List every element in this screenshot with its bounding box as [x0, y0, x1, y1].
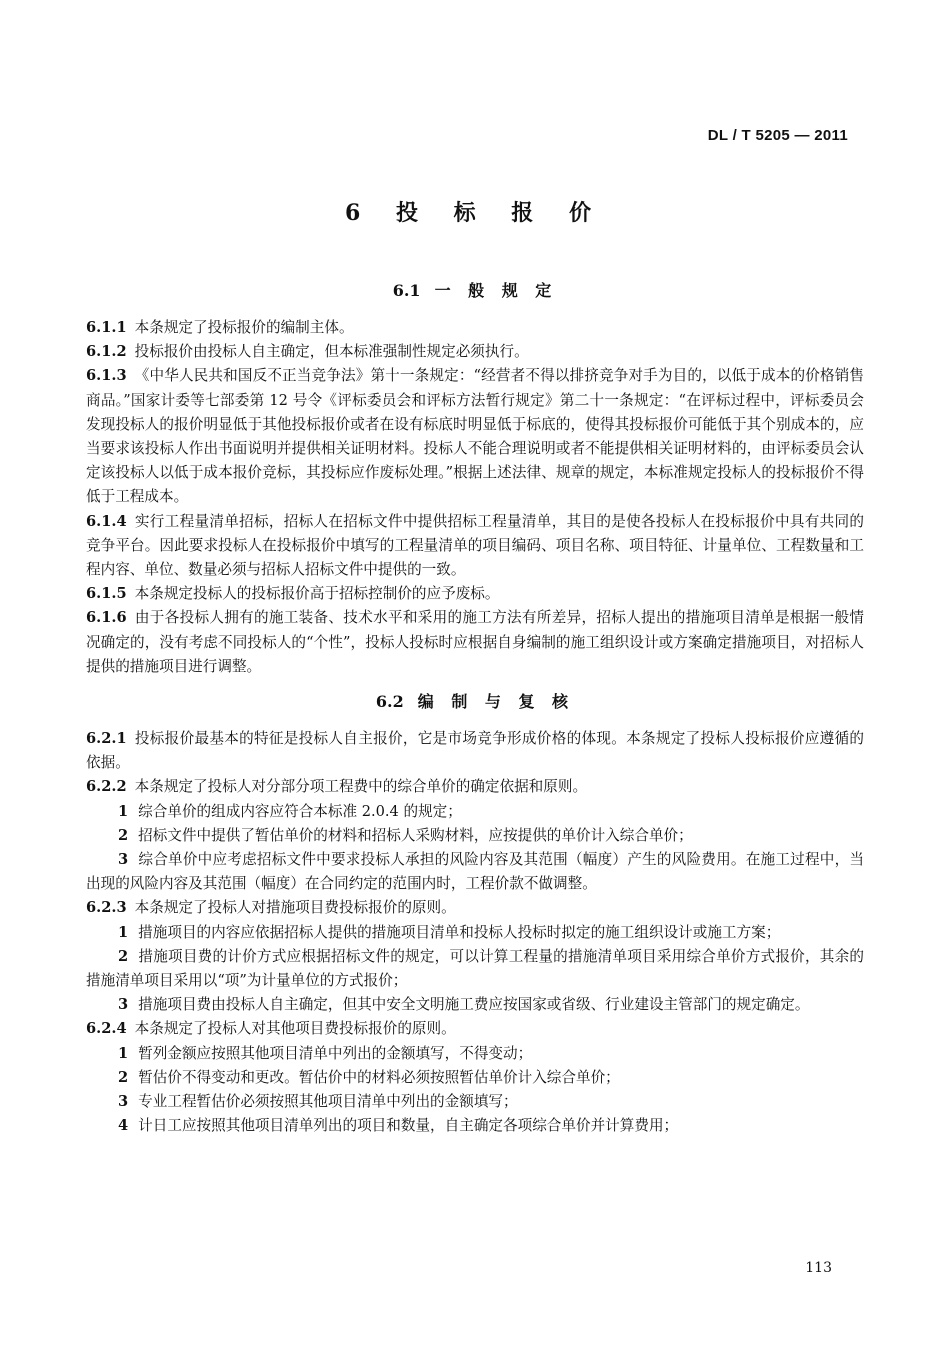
list-item — [86, 993, 864, 1017]
item-text: 综合单价中应考虑招标文件中要求投标人承担的风险内容及其范围（幅度）产生的风险费用。在施工过程中，当出现的风险内容及其范围（幅度）在合同约定的范围内时，工程价款不做调整。 — [86, 851, 864, 893]
list-item — [86, 848, 864, 896]
section-number: 6.1 — [392, 281, 421, 300]
item-number: 1 — [118, 802, 129, 820]
clause — [86, 606, 864, 679]
item-number: 1 — [118, 923, 129, 941]
item-text: 暂估价不得变动和更改。暂估价中的材料必须按照暂估单价计入综合单价； — [138, 1068, 620, 1086]
clause-number: 6.1.2 — [86, 343, 127, 361]
chapter-title: 6 投 标 报 价 — [345, 200, 605, 226]
item-text: 措施项目的内容应依据招标人提供的措施项目清单和投标人投标时拟定的施工组织设计或施工方案； — [138, 923, 781, 941]
clause-text: 本条规定了投标人对其他项目费投标报价的原则。 — [134, 1020, 456, 1038]
clause — [86, 775, 864, 799]
section-title — [86, 276, 864, 306]
clause-number: 6.1.6 — [86, 609, 127, 627]
clause — [86, 316, 864, 340]
clause — [86, 510, 864, 583]
clause-text: 投标报价最基本的特征是投标人自主报价，它是市场竞争形成价格的体现。本条规定了投标人投标报价应遵循的依据。 — [86, 730, 864, 772]
clause-text: 由于各投标人拥有的施工装备、技术水平和采用的施工方法有所差异，招标人提出的措施项目清单是根据一般情况确定的，没有考虑不同投标人的“个性”，投标人投标时应根据自身编制的施工组织设计或方案确定措施项目，对招标人提供的措施项目进行调整。 — [86, 609, 864, 675]
clause-text: 本条规定投标人的投标报价高于招标控制价的应予废标。 — [134, 585, 500, 603]
item-text: 暂列金额应按照其他项目清单中列出的金额填写，不得变动； — [138, 1044, 533, 1062]
clause — [86, 340, 864, 364]
item-number: 2 — [118, 947, 129, 965]
clause-number: 6.1.1 — [86, 319, 127, 336]
clause-number: 6.1.3 — [86, 367, 127, 385]
clause — [86, 364, 864, 509]
item-number: 3 — [118, 851, 129, 869]
standard-code: DL / T 5205 — 2011 — [707, 127, 848, 144]
section-title — [86, 687, 864, 717]
section-heading: 编 制 与 复 核 — [417, 692, 575, 712]
item-text: 措施项目费的计价方式应根据招标文件的规定，可以计算工程量的措施清单项目采用综合单价方式报价，其余的措施清单项目采用以“项”为计量单位的方式报价； — [86, 947, 864, 990]
clause-text: 本条规定了投标人对分部分项工程费中的综合单价的确定依据和原则。 — [134, 778, 588, 796]
clause-number: 6.1.5 — [86, 585, 127, 603]
item-text: 措施项目费由投标人自主确定，但其中安全文明施工费应按国家或省级、行业建设主管部门的规定确定。 — [138, 996, 810, 1014]
section-number: 6.2 — [375, 692, 404, 712]
clause — [86, 1017, 864, 1041]
clause-number: 6.2.2 — [86, 778, 127, 796]
list-item — [86, 1042, 864, 1066]
item-number: 3 — [118, 1093, 129, 1111]
item-number: 2 — [118, 826, 129, 844]
clause-number: 6.2.1 — [86, 730, 127, 748]
list-item — [86, 945, 864, 993]
item-text: 计日工应按照其他项目清单列出的项目和数量，自主确定各项综合单价并计算费用； — [138, 1117, 679, 1135]
document-body — [86, 272, 864, 1139]
item-text: 招标文件中提供了暂估单价的材料和招标人采购材料，应按提供的单价计入综合单价； — [138, 826, 693, 844]
section-heading: 一 般 规 定 — [434, 281, 558, 300]
list-item — [86, 800, 864, 824]
clause — [86, 582, 864, 606]
clause-number: 6.2.3 — [86, 899, 127, 917]
item-number: 4 — [118, 1117, 129, 1135]
clause-number: 6.2.4 — [86, 1020, 127, 1038]
clause-text: 本条规定了投标人对措施项目费投标报价的原则。 — [134, 899, 456, 917]
item-text: 综合单价的组成内容应符合本标准 2.0.4 的规定； — [138, 802, 462, 820]
list-item — [86, 921, 864, 945]
clause-number: 6.1.4 — [86, 512, 127, 530]
list-item — [86, 1114, 864, 1138]
clause — [86, 727, 864, 775]
list-item — [86, 1066, 864, 1090]
clause-text: 投标报价由投标人自主确定，但本标准强制性规定必须执行。 — [134, 343, 529, 361]
page-number: 113 — [805, 1260, 832, 1276]
item-number: 3 — [118, 996, 129, 1014]
clause-text: 实行工程量清单招标，招标人在招标文件中提供招标工程量清单，其目的是使各投标人在投标报价中具有共同的竞争平台。因此要求投标人在投标报价中填写的工程量清单的项目编码、项目名称、项目特征、计量单位、工程数量和工程内容、单位、数量必须与招标人招标文件中提供的一致。 — [86, 512, 864, 579]
clause-text: 本条规定了投标报价的编制主体。 — [134, 319, 354, 336]
item-number: 2 — [118, 1068, 129, 1086]
list-item — [86, 824, 864, 848]
clause-text: 《中华人民共和国反不正当竞争法》第十一条规定：“经营者不得以排挤竞争对手为目的，以低于成本的价格销售商品。”国家计委等七部委第 12 号令《评标委员会和评标方法暂行规定》第二十一条规定：“在评标过程中，评标委员会发现投标人的报价明显低于其他投标报价或者在设有标底时明显低于标底的，使得其投标报价可能低于其个别成本的，应当要求该投标人作出书面说明并提供相关证明材料。投标人不能合理说明或者不能提供相关证明材料的，由评标委员会认定该投标人以低于成本报价竞标，其投标应作废标处理。”根据上述法律、规章的规定，本标准规定投标人的投标报价不得低于工程成本。 — [86, 367, 864, 506]
list-item — [86, 1090, 864, 1114]
item-text: 专业工程暂估价必须按照其他项目清单中列出的金额填写； — [138, 1093, 518, 1111]
clause — [86, 896, 864, 920]
item-number: 1 — [118, 1044, 129, 1062]
